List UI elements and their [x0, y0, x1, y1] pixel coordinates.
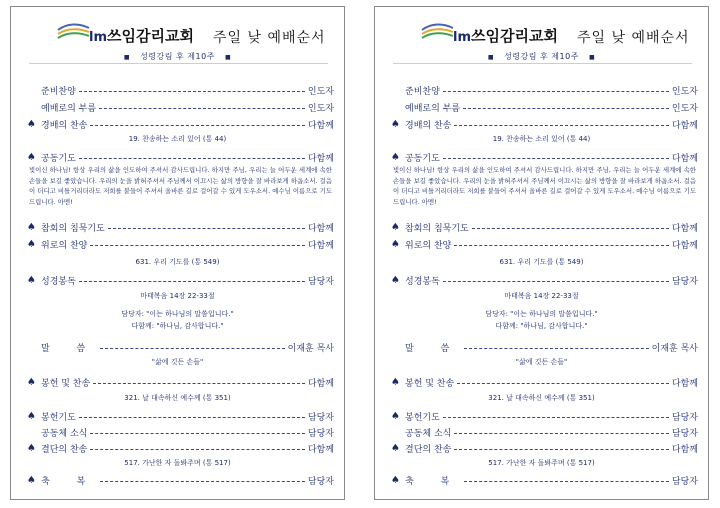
prayer-text: 빛이신 하나님! 항상 우리의 삶을 인도하여 주셔서 감사드립니다. 하지만 주님, 우리는 늘 어두운 세계에 속한 손들을 보길 좋았습니다. 우리의 눈을 밝혀주셔서 주님께서 이끄시는 삶의 방향을 잘 바라보게 하옵소서. 걸음이 더디고 비틀거리더라도 저희를 붙들어 주셔서 올바른 길로 걸어갈 수 있게 도우소서. 예수님 이름으로 기도드립니다. 아멘! — [393, 166, 696, 206]
bulletin-page-right — [374, 6, 709, 500]
church-name: lm쓰임감리교회 — [89, 27, 194, 45]
order-row: ♠ 결단의 찬송 다함께 — [27, 442, 334, 455]
order-row: ♠ 경배의 찬송 다함께 — [27, 118, 334, 131]
divider — [29, 63, 328, 64]
hymn-comfort: 631. 우리 기도를 (통 549) — [499, 258, 584, 266]
scripture-reference: 마태복음 14장 22-33절 — [140, 292, 215, 300]
service-title: 주일 낮 예배순서 — [577, 30, 690, 46]
order-row: ♠ 봉헌기도 담당자 — [27, 410, 334, 423]
order-row: ♠ 위로의 찬양 다함께 — [391, 238, 698, 251]
church-name: lm쓰임감리교회 — [453, 27, 558, 45]
spade-icon: ♠ — [391, 474, 400, 486]
spade-icon: ♠ — [27, 274, 36, 286]
spade-icon: ♠ — [391, 274, 400, 286]
week-label: ■ 성령강림 후 제10주 ■ — [123, 52, 232, 61]
spade-icon: ♠ — [27, 410, 36, 422]
hymn-praise: 19. 찬송하는 소리 있어 (통 44) — [492, 135, 591, 143]
hymn-comfort: 631. 우리 기도를 (통 549) — [135, 258, 220, 266]
sermon-title: "삶에 깃든 손들" — [151, 358, 204, 366]
header — [11, 7, 344, 47]
order-row: 공동체 소식 담당자 — [405, 428, 698, 439]
responsive-congregation: 다함께: "하나님, 감사합니다." — [495, 322, 588, 330]
spade-icon: ♠ — [27, 221, 36, 233]
hymn-offering: 321. 날 대속하신 예수께 (통 351) — [124, 394, 231, 402]
spade-icon: ♠ — [391, 151, 400, 163]
scripture-reference: 마태복음 14장 22-33절 — [504, 292, 579, 300]
spade-icon: ♠ — [27, 474, 36, 486]
bulletin-page-left — [10, 6, 345, 500]
spade-icon: ♠ — [391, 238, 400, 250]
hymn-commitment: 517. 가난한 자 돌봐주며 (통 517) — [488, 459, 595, 467]
spade-icon: ♠ — [27, 376, 36, 388]
order-row: 말 씀 이재훈 목사 — [41, 343, 334, 354]
order-row: ♠ 공동기도 다함께 — [27, 151, 334, 164]
hymn-commitment: 517. 가난한 자 돌봐주며 (통 517) — [124, 459, 231, 467]
order-row: ♠ 봉헌기도 담당자 — [391, 410, 698, 423]
hymn-praise: 19. 찬송하는 소리 있어 (통 44) — [128, 135, 227, 143]
order-row: ♠ 참회의 침묵기도 다함께 — [27, 221, 334, 234]
order-row: ♠ 봉헌 및 찬송 다함께 — [391, 376, 698, 389]
order-row: ♠ 성경봉독 담당자 — [27, 274, 334, 287]
spade-icon: ♠ — [391, 221, 400, 233]
responsive-leader: 담당자: "이는 하나님의 말씀입니다." — [485, 310, 598, 318]
order-row: 공동체 소식 담당자 — [41, 428, 334, 439]
order-row: ♠ 봉헌 및 찬송 다함께 — [27, 376, 334, 389]
order-row: ♠ 위로의 찬양 다함께 — [27, 238, 334, 251]
header — [375, 7, 708, 47]
order-row: ♠ 경배의 찬송 다함께 — [391, 118, 698, 131]
order-row: ♠ 결단의 찬송 다함께 — [391, 442, 698, 455]
spade-icon: ♠ — [27, 238, 36, 250]
hymn-offering: 321. 날 대속하신 예수께 (통 351) — [488, 394, 595, 402]
prayer-text: 빛이신 하나님! 항상 우리의 삶을 인도하여 주셔서 감사드립니다. 하지만 주님, 우리는 늘 어두운 세계에 속한 손들을 보길 좋았습니다. 우리의 눈을 밝혀주셔서 주님께서 이끄시는 삶의 방향을 잘 바라보게 하옵소서. 걸음이 더디고 비틀거리더라도 저희를 붙들어 주셔서 올바른 길로 걸어갈 수 있게 도우소서. 예수님 이름으로 기도드립니다. 아멘! — [29, 166, 332, 206]
responsive-congregation: 다함께: "하나님, 감사합니다." — [131, 322, 224, 330]
spade-icon: ♠ — [391, 376, 400, 388]
service-title: 주일 낮 예배순서 — [213, 30, 326, 46]
order-row: ♠ 참회의 침묵기도 다함께 — [391, 221, 698, 234]
spade-icon: ♠ — [391, 410, 400, 422]
spade-icon: ♠ — [391, 442, 400, 454]
order-row: ♠ 성경봉독 담당자 — [391, 274, 698, 287]
order-row: 준비찬양 인도자 — [405, 86, 698, 97]
order-row: ♠ 축 복 담당자 — [391, 474, 698, 487]
spade-icon: ♠ — [27, 118, 36, 130]
sermon-title: "삶에 깃든 손들" — [515, 358, 568, 366]
responsive-leader: 담당자: "이는 하나님의 말씀입니다." — [121, 310, 234, 318]
order-row: 말 씀 이재훈 목사 — [405, 343, 698, 354]
order-row: 예배로의 부름 인도자 — [41, 103, 334, 114]
divider — [393, 63, 692, 64]
order-row: ♠ 축 복 담당자 — [27, 474, 334, 487]
week-label: ■ 성령강림 후 제10주 ■ — [487, 52, 596, 61]
order-row: 준비찬양 인도자 — [41, 86, 334, 97]
spade-icon: ♠ — [391, 118, 400, 130]
order-row: ♠ 공동기도 다함께 — [391, 151, 698, 164]
order-row: 예배로의 부름 인도자 — [405, 103, 698, 114]
spade-icon: ♠ — [27, 442, 36, 454]
spade-icon: ♠ — [27, 151, 36, 163]
